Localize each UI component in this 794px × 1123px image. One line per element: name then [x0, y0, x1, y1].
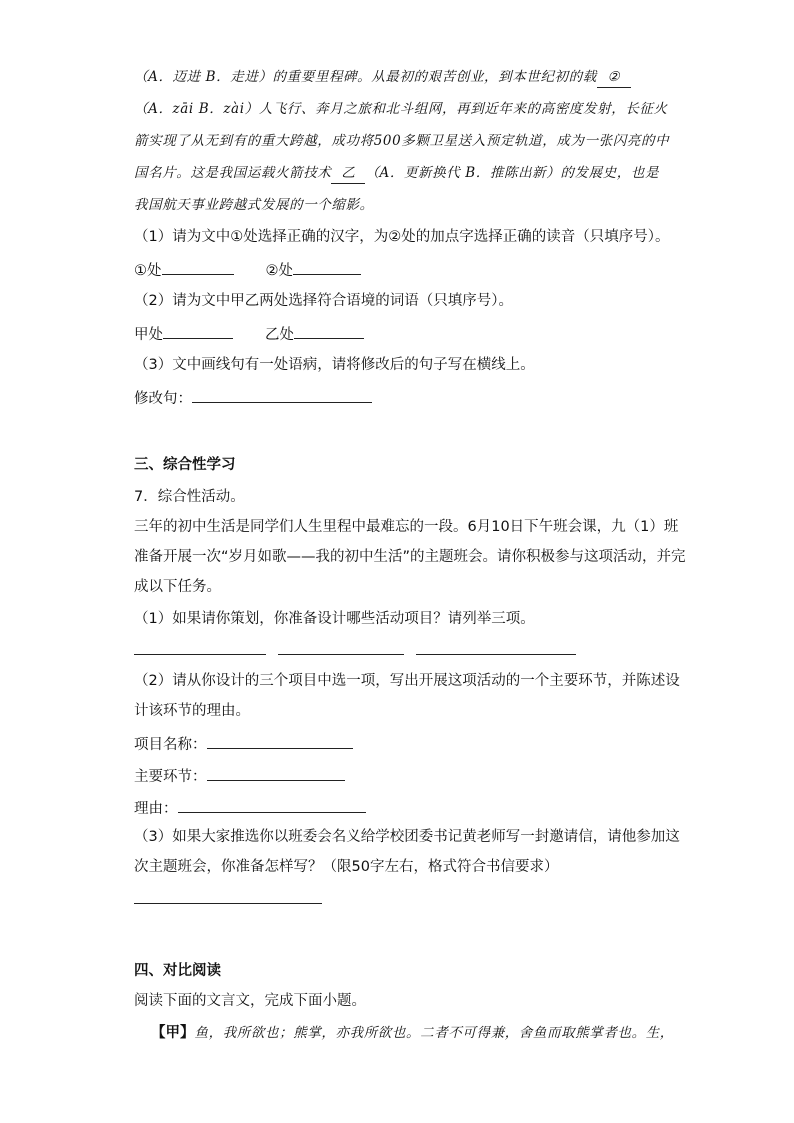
answer-label: 甲处: [134, 327, 163, 343]
q6-sub1-answers: [134, 259, 361, 281]
main-step-row: [134, 765, 345, 787]
passage-jia: [151, 1023, 674, 1043]
paragraph-text: 阅读下面的文言文，完成下面小题。: [134, 993, 366, 1009]
section-3-heading: [134, 455, 236, 475]
question-text: （2）请从你设计的三个项目中选一项，写出开展这项活动的一个主要环节，并陈述设: [134, 673, 680, 689]
answer-label: 主要环节：: [134, 769, 207, 785]
passage-line-5: [134, 195, 374, 215]
question-text: 计该环节的理由。: [134, 703, 250, 719]
answer-label: 项目名称：: [134, 737, 207, 753]
q6-sub2-answers: [134, 323, 364, 345]
answer-blank-revision[interactable]: [192, 387, 372, 403]
paragraph-text: 三年的初中生活是同学们人生里程中最难忘的一段。6月10日下午班会课，九（1）班: [134, 519, 679, 535]
question-text: （2）请为文中甲乙两处选择符合语境的词语（只填序号）。: [134, 293, 513, 309]
q7-sub2-b: [134, 701, 250, 721]
answer-label: ②处: [265, 263, 293, 279]
section-4-intro: [134, 991, 366, 1011]
answer-line-project-1[interactable]: [134, 654, 266, 655]
answer-blank-jia[interactable]: [163, 323, 233, 339]
q7-sub2-a: [134, 671, 680, 691]
answer-blank-2[interactable]: [293, 259, 361, 275]
q7-paragraph-2: [134, 547, 686, 567]
reason-blank[interactable]: [178, 797, 366, 813]
passage-text: 箭实现了从无到有的重大跨越，成功将500多颗卫星送入预定轨道，成为一张闪亮的中: [134, 133, 670, 149]
reason-row: [134, 797, 366, 819]
question-text: （1）请为文中①处选择正确的汉字，为②处的加点字选择正确的读音（只填序号）。: [134, 229, 670, 245]
passage-label: 【甲】: [151, 1025, 195, 1041]
main-step-blank[interactable]: [207, 765, 345, 781]
answer-line-project-2[interactable]: [278, 654, 404, 655]
blank-marker: ②: [607, 69, 621, 85]
q6-sub3-answer: [134, 387, 372, 409]
answer-blank-1[interactable]: [162, 259, 234, 275]
question-text: （3）如果大家推选你以班委会名义给学校团委书记黄老师写一封邀请信，请他参加这: [134, 829, 680, 845]
question-text: （1）如果请你策划，你准备设计哪些活动项目？请列举三项。: [134, 611, 535, 627]
question-text: （3）文中画线句有一处语病，请将修改后的句子写在横线上。: [134, 357, 535, 373]
q7-paragraph-1: [134, 517, 678, 537]
question-text: 次主题班会，你准备怎样写？（限50字左右，格式符合书信要求）: [134, 859, 559, 875]
q7-sub3-b: [134, 857, 558, 877]
blank-marker: 乙: [341, 165, 356, 181]
q7-sub3-a: [134, 827, 680, 847]
q6-sub2: [134, 291, 513, 311]
passage-line-1: [134, 67, 631, 88]
passage-text: 国名片。这是我国运载火箭技术: [134, 165, 332, 181]
q6-sub1: [134, 227, 669, 247]
heading-text: 三、综合性学习: [134, 457, 236, 473]
section-4-heading: [134, 961, 221, 981]
passage-line-3: [134, 131, 669, 151]
heading-text: 四、对比阅读: [134, 963, 221, 979]
blank-yi[interactable]: [331, 163, 365, 184]
paragraph-text: 准备开展一次“岁月如歌——我的初中生活”的主题班会。请你积极参与这项活动，并完: [134, 549, 686, 565]
q7-paragraph-3: [134, 577, 221, 597]
passage-text: （A．迈进 B．走进）的重要里程碑。从最初的艰苦创业，到本世纪初的载: [134, 69, 597, 85]
passage-text: （A．zāi B．zài）人飞行、奔月之旅和北斗组网，再到近年来的高密度发射，长征火: [134, 101, 668, 117]
answer-label: 理由：: [134, 801, 178, 817]
answer-label: 修改句：: [134, 391, 192, 407]
answer-label: 乙处: [265, 327, 294, 343]
q6-sub3: [134, 355, 535, 375]
answer-label: ①处: [134, 263, 162, 279]
question-text: 7．综合性活动。: [134, 489, 245, 505]
project-name-row: [134, 733, 353, 755]
paragraph-text: 成以下任务。: [134, 579, 221, 595]
passage-text: （A．更新换代 B．推陈出新）的发展史，也是: [365, 165, 660, 181]
classical-text: 鱼，我所欲也；熊掌，亦我所欲也。二者不可得兼，舍鱼而取熊掌者也。生，: [194, 1025, 674, 1041]
passage-line-2: [134, 99, 668, 119]
answer-line-project-3[interactable]: [416, 654, 576, 655]
blank-2[interactable]: [597, 67, 631, 88]
passage-text: 我国航天事业跨越式发展的一个缩影。: [134, 197, 374, 213]
q7-sub1: [134, 609, 535, 629]
q7-title: [134, 487, 245, 507]
passage-line-4: [134, 163, 659, 184]
answer-blank-yi[interactable]: [294, 323, 364, 339]
project-name-blank[interactable]: [207, 733, 353, 749]
answer-line-letter[interactable]: [134, 903, 322, 904]
